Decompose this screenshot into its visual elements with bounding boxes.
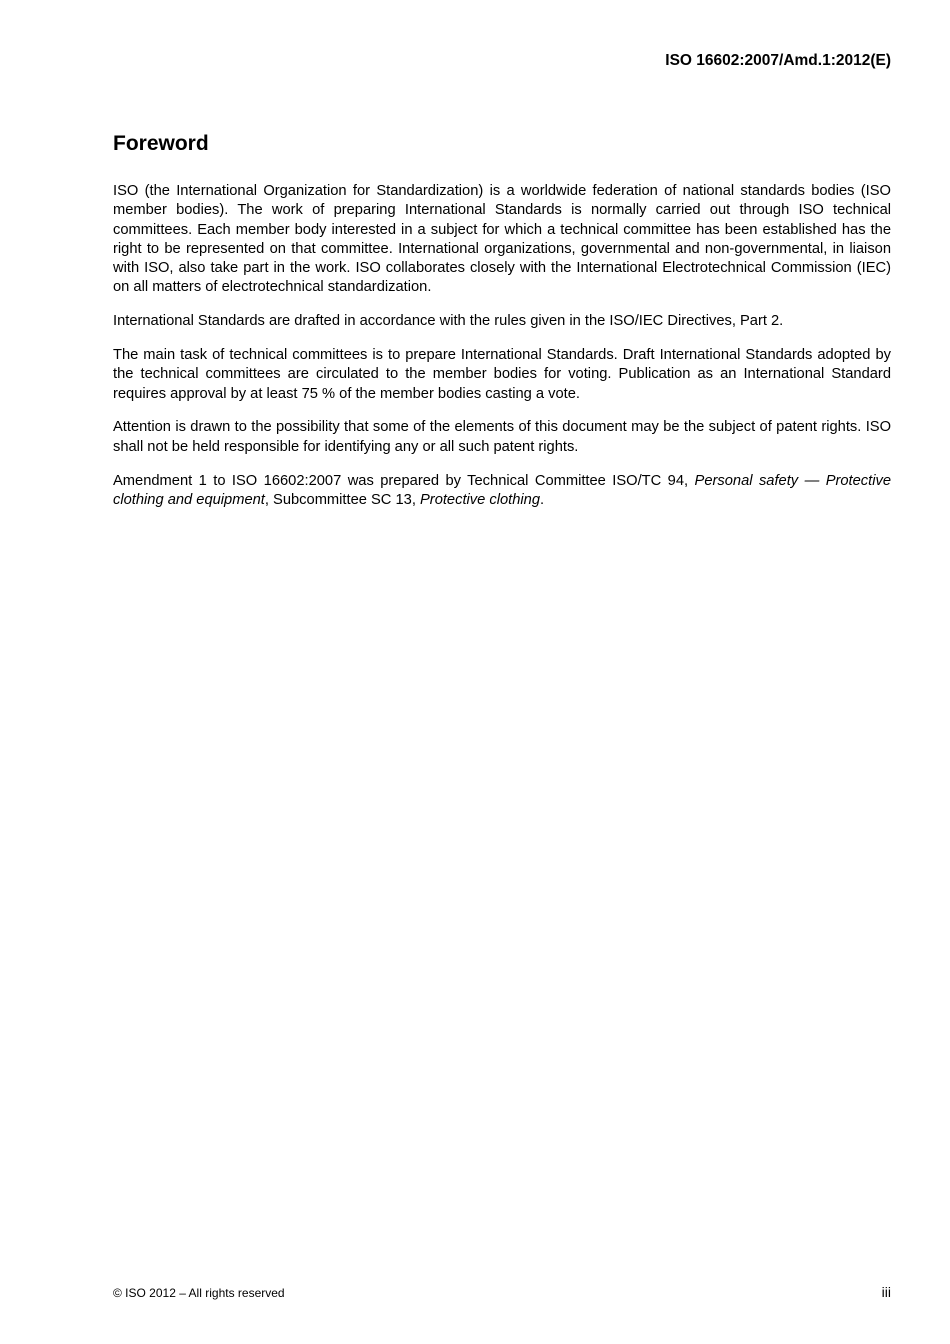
paragraph-main-task: The main task of technical committees is to prepare International Standards. Draft International Standards adopted by the technical committees are circulated to the member bodies for voting. Publication as an International Standard requires approval by at least 75 % of the member bodies casting a vote. — [113, 347, 891, 402]
paragraph-iso-intro: ISO (the International Organization for Standardization) is a worldwide federation of national standards bodies (ISO member bodies). The work of preparing International Standards is normally carried out through ISO technical committees. Each member body interested in a subject for which a technical committee has been established has the right to be represented on that committee. International organizations, governmental and non-governmental, in liaison with ISO, also take part in the work. ISO collaborates closely with the International Electrotechnical Commission (IEC) on all matters of electrotechnical standardization. — [113, 183, 891, 296]
page-number: iii — [881, 1284, 891, 1300]
amendment-text-3: . — [540, 491, 545, 508]
paragraph-patent-rights: Attention is drawn to the possibility that some of the elements of this document may be the subject of patent rights. ISO shall not be held responsible for identifying any or all such patent rights. — [113, 419, 891, 455]
sc-title: Protective clothing — [420, 491, 541, 508]
foreword-section — [113, 130, 891, 525]
tc-title: Personal safety — Protective clothing and equipment — [113, 472, 892, 508]
paragraph-drafting-rules: International Standards are drafted in accordance with the rules given in the ISO/IEC Directives, Part 2. — [113, 313, 784, 330]
amendment-text-1: Amendment 1 to ISO 16602:2007 was prepared by Technical Committee ISO/TC 94, — [113, 472, 695, 489]
copyright-notice: © ISO 2012 – All rights reserved — [113, 1286, 285, 1300]
paragraph-amendment — [113, 472, 891, 511]
page-title: Foreword — [113, 132, 209, 155]
document-id: ISO 16602:2007/Amd.1:2012(E) — [665, 52, 891, 69]
amendment-text-2: , Subcommittee SC 13, — [264, 491, 420, 508]
